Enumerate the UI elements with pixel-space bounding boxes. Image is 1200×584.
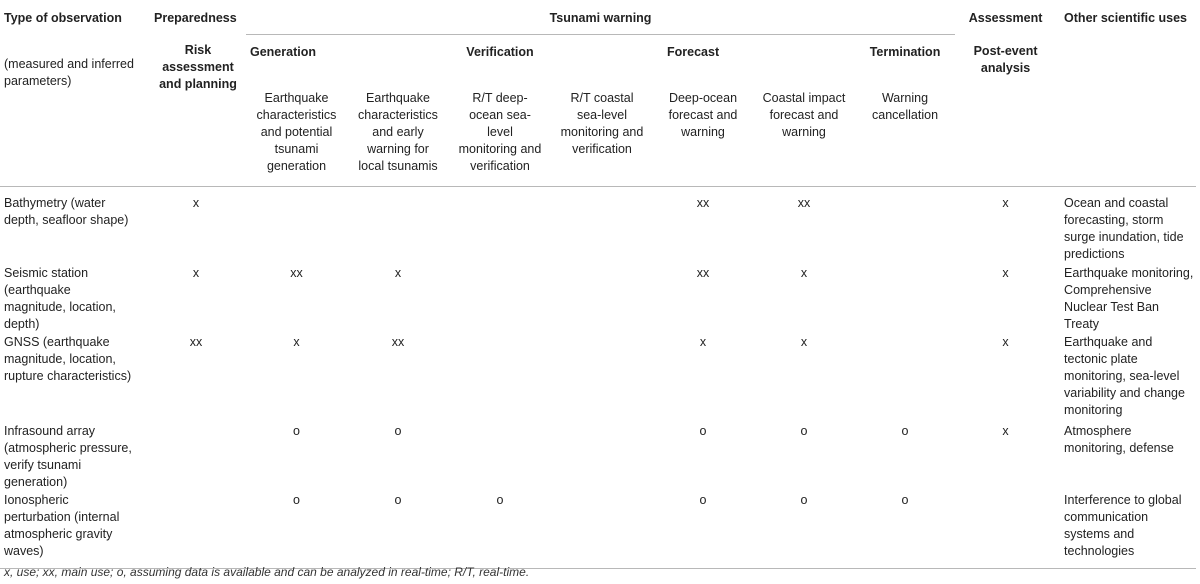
row-cell xyxy=(855,186,955,263)
row-cell: xx xyxy=(797,195,811,210)
subcol-eq-early-warning: Earthquake characteristics and early warning for local tsunamis xyxy=(358,91,438,173)
table-row xyxy=(0,186,1196,263)
row-cell xyxy=(855,263,955,333)
row-other-uses: Atmosphere monitoring, defense xyxy=(1064,423,1174,455)
row-other-uses: Earthquake and tectonic plate monitoring, sea-level variability and change monitoring xyxy=(1064,334,1185,417)
header-risk-assessment: Risk assessment and planning xyxy=(159,43,237,91)
header-generation: Generation xyxy=(250,44,316,59)
header-tsunami-warning: Tsunami warning xyxy=(246,4,955,34)
row-cell: x xyxy=(192,195,200,210)
header-verification: Verification xyxy=(466,44,534,59)
row-observation: Infrasound array (atmospheric pressure, verify tsunami generation) xyxy=(4,423,132,489)
row-cell xyxy=(449,422,551,492)
subcol-deep-ocean-forecast: Deep-ocean forecast and warning xyxy=(668,91,738,139)
row-cell: x xyxy=(699,334,707,349)
observation-table xyxy=(0,4,1196,569)
subcol-coastal-forecast: Coastal impact forecast and warning xyxy=(762,91,846,139)
row-cell: x xyxy=(800,334,808,349)
row-observation: Bathymetry (water depth, seafloor shape) xyxy=(4,195,129,227)
row-cell xyxy=(347,186,449,263)
row-cell: o xyxy=(699,492,707,507)
row-cell: o xyxy=(293,492,300,507)
table-row xyxy=(0,263,1196,333)
row-cell xyxy=(449,333,551,422)
row-cell xyxy=(955,492,1056,569)
row-cell: x xyxy=(394,265,402,280)
table-footnote: x, use; xx, main use; o, assuming data is available and can be analyzed in real-time; R/T, real-time. xyxy=(4,565,530,579)
row-cell xyxy=(551,263,653,333)
row-cell: o xyxy=(293,423,300,438)
row-cell xyxy=(551,492,653,569)
row-cell: xx xyxy=(696,195,710,210)
row-cell: x xyxy=(293,334,300,349)
row-cell: x xyxy=(800,265,808,280)
header-other-uses: Other scientific uses xyxy=(1064,11,1188,25)
row-cell: x xyxy=(192,265,200,280)
row-cell xyxy=(146,492,246,569)
row-cell: xx xyxy=(391,334,405,349)
row-cell xyxy=(551,422,653,492)
row-cell: o xyxy=(800,492,808,507)
row-cell: o xyxy=(394,423,402,438)
row-cell xyxy=(551,333,653,422)
header-post-event: Post-event analysis xyxy=(973,44,1038,75)
row-cell: o xyxy=(901,492,909,507)
table-row xyxy=(0,333,1196,422)
header-forecast: Forecast xyxy=(667,44,720,59)
row-cell: xx xyxy=(696,265,710,280)
row-cell: o xyxy=(699,423,707,438)
row-observation: Seismic station (earthquake magnitude, location, depth) xyxy=(4,265,116,331)
row-cell: x xyxy=(1002,334,1009,349)
row-cell xyxy=(855,333,955,422)
subcol-eq-potential: Earthquake characteristics and potential tsunami generation xyxy=(256,91,337,173)
header-type-subtitle: (measured and inferred parameters) xyxy=(4,57,134,88)
row-other-uses: Earthquake monitoring, Comprehensive Nuclear Test Ban Treaty xyxy=(1064,265,1194,331)
subcol-deep-ocean-verification: R/T deep-ocean sea-level monitoring and verification xyxy=(458,91,542,173)
row-observation: Ionospheric perturbation (internal atmospheric gravity waves) xyxy=(4,492,120,558)
row-cell xyxy=(551,186,653,263)
row-cell: x xyxy=(1002,195,1009,210)
row-cell: xx xyxy=(290,265,303,280)
row-other-uses: Interference to global communication systems and technologies xyxy=(1064,492,1182,558)
subcol-coastal-verification: R/T coastal sea-level monitoring and verification xyxy=(560,91,644,156)
row-other-uses: Ocean and coastal forecasting, storm surge inundation, tide predictions xyxy=(1064,195,1184,261)
row-cell: o xyxy=(800,423,808,438)
row-cell: x xyxy=(1002,265,1009,280)
row-cell xyxy=(449,186,551,263)
header-termination: Termination xyxy=(869,44,941,59)
row-cell: xx xyxy=(189,334,203,349)
header-type-of-observation: Type of observation xyxy=(4,11,122,25)
row-cell xyxy=(449,263,551,333)
header-assessment: Assessment xyxy=(968,11,1043,25)
row-cell xyxy=(246,186,347,263)
row-cell xyxy=(146,422,246,492)
subcol-warning-cancellation: Warning cancellation xyxy=(872,91,939,122)
row-cell: o xyxy=(496,492,504,507)
table-row xyxy=(0,492,1196,569)
row-observation: GNSS (earthquake magnitude, location, rupture characteristics) xyxy=(4,334,132,383)
row-cell: x xyxy=(1002,423,1009,438)
row-cell: o xyxy=(901,423,909,438)
table-row xyxy=(0,422,1196,492)
header-preparedness: Preparedness xyxy=(154,11,237,25)
row-cell: o xyxy=(394,492,402,507)
